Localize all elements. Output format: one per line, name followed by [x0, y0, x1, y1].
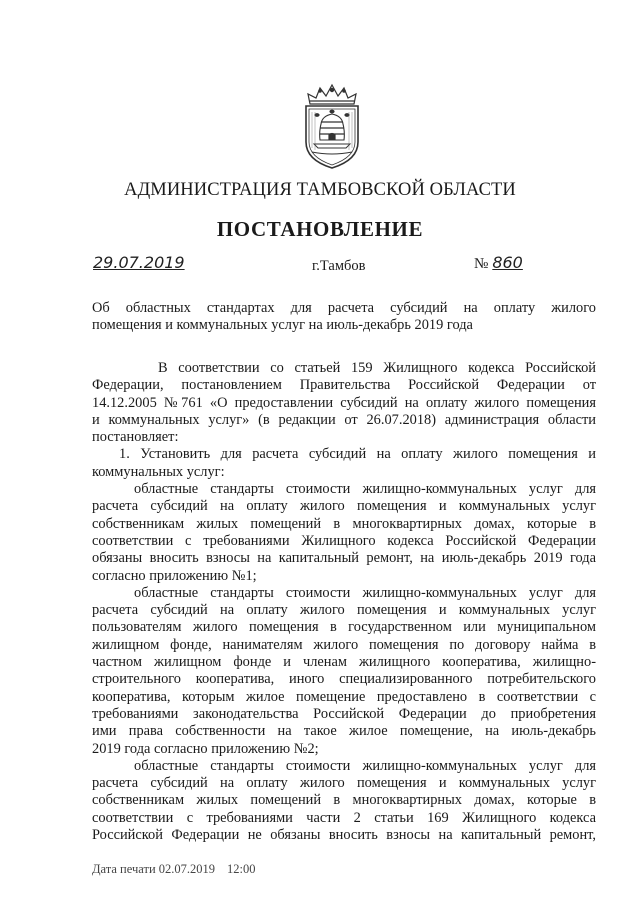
subject-block [92, 300, 596, 334]
tambov-coat-of-arms-emblem [300, 82, 364, 170]
body-line: коммунальных услуг: [92, 463, 225, 480]
print-date-label: Дата печати 02.07.2019 [92, 862, 216, 876]
body-line: жилищном фонде, нанимателям жилого помещения по договору найма в [92, 636, 596, 653]
body-line: областные стандарты стоимости жилищно-коммунальных услуг для [134, 481, 596, 498]
number-sign: № [474, 256, 489, 272]
body-line: требованиями законодательства Российской Федерации до приобретения [92, 705, 596, 722]
body-line: Российской Федерации не обязаны вносить взносы на капитальный ремонт, [92, 827, 596, 844]
body-line: строительного кооператива, иного специализированного потребительского [92, 671, 596, 688]
body-line: областные стандарты стоимости жилищно-коммунальных услуг для [134, 757, 596, 774]
body-line: согласно приложению №1; [92, 567, 257, 584]
organization-title: АДМИНИСТРАЦИЯ ТАМБОВСКОЙ ОБЛАСТИ [124, 180, 516, 200]
document-number [474, 253, 523, 273]
body-line: собственникам жилых помещений в многоквартирных домах, которые в [92, 792, 596, 809]
body-line: расчета субсидий на оплату жилого помещения и коммунальных услуг [92, 498, 596, 515]
print-date-footer [92, 862, 256, 877]
body-line: и коммунальных услуг» (в редакции от 26.07.2018) администрация области [92, 411, 596, 428]
body-line: Федерации, постановлением Правительства Российской Федерации от [92, 377, 596, 394]
body-line: обязаны вносить взносы на капитальный ремонт, на июль-декабрь 2019 года [92, 550, 596, 567]
body-line: соответствии с требованиями Жилищного кодекса Российской Федерации [92, 532, 596, 549]
handwritten-number: 860 [492, 253, 523, 272]
body-line: 2019 года согласно приложению №2; [92, 740, 319, 757]
city-label: г.Тамбов [312, 258, 366, 274]
print-time: 12:00 [227, 862, 256, 876]
body-line: расчета субсидий на оплату жилого помещения и коммунальных услуг [92, 775, 596, 792]
body-line: областные стандарты стоимости жилищно-коммунальных услуг для [134, 584, 596, 601]
body-line: соответствии с требованиями части 2 статьи 169 Жилищного кодекса [92, 809, 596, 826]
subject-line: Об областных стандартах для расчета субсидий на оплату жилого [92, 300, 596, 316]
body-line: 1. Установить для расчета субсидий на оплату жилого помещения и [119, 446, 596, 463]
document-type-heading: ПОСТАНОВЛЕНИЕ [216, 217, 424, 241]
body-text [92, 360, 596, 844]
body-line: ими права собственности на такое жилое помещение, на июль-декабрь [92, 723, 596, 740]
body-line: кооператива, которым жилое помещение предоставлено в соответствии с [92, 688, 596, 705]
body-line: частном жилищном фонде и членам жилищного кооператива, жилищно- [92, 654, 596, 671]
body-line: пользователям жилого помещения в государственном или муниципальном [92, 619, 596, 636]
subject-line: помещения и коммунальных услуг на июль-декабрь 2019 года [92, 317, 473, 333]
body-line: В соответствии со статьей 159 Жилищного кодекса Российской [158, 360, 596, 376]
handwritten-date: 29.07.2019 [93, 253, 185, 272]
body-line: собственникам жилых помещений в многоквартирных домах, которые в [92, 515, 596, 532]
body-line: расчета субсидий на оплату жилого помещения и коммунальных услуг [92, 602, 596, 619]
body-line: постановляет: [92, 429, 179, 446]
body-line: 14.12.2005 №761 «О предоставлении субсидий на оплату жилого помещения [92, 394, 596, 411]
